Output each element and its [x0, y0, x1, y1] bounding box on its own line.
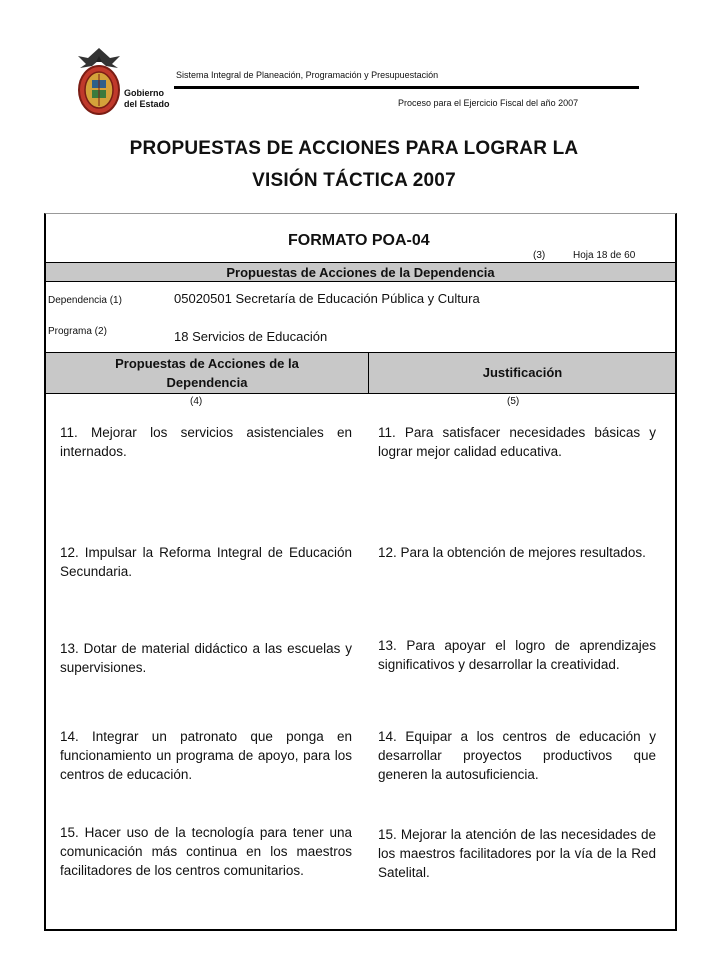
justification-item: 13. Para apoyar el logro de aprendizajes significativos y desarrollar la creatividad.	[378, 638, 656, 672]
form-ref: (3)	[533, 250, 546, 261]
justification-item: 15. Mejorar la atención de las necesidades de los maestros facilitadores por la vía de la Red Satelital.	[378, 827, 656, 880]
column-ref-actions: (4)	[190, 396, 203, 407]
column-header-actions-line-1: Propuestas de Acciones de la	[115, 356, 299, 371]
justification-item: 11. Para satisfacer necesidades básicas y lograr mejor calidad educativa.	[378, 425, 656, 459]
dependencia-label: Dependencia (1)	[48, 295, 122, 306]
page-indicator: Hoja 18 de 60	[573, 250, 636, 261]
page-title-line-2: VISIÓN TÁCTICA 2007	[252, 170, 456, 191]
action-item: 13. Dotar de material didáctico a las escuelas y supervisiones.	[60, 641, 352, 675]
state-seal-icon	[74, 44, 124, 116]
justification-item: 12. Para la obtención de mejores resultados.	[378, 545, 646, 560]
action-item: 11. Mejorar los servicios asistenciales en internados.	[60, 425, 352, 459]
form-name: FORMATO POA-04	[288, 232, 430, 249]
justification-item: 14. Equipar a los centros de educación y desarrollar proyectos productivos que generen la autosuficiencia.	[378, 729, 656, 782]
gov-line-1: Gobierno	[124, 88, 164, 98]
column-header-actions-line-2: Dependencia	[166, 375, 248, 390]
page-title-line-1: PROPUESTAS DE ACCIONES PARA LOGRAR LA	[129, 138, 579, 159]
programa-value: 18 Servicios de Educación	[174, 329, 328, 344]
action-item: 14. Integrar un patronato que ponga en funcionamiento un programa de apoyo, para los centros de educación.	[60, 729, 352, 782]
section-header: Propuestas de Acciones de la Dependencia	[45, 262, 676, 282]
gov-line-2: del Estado	[124, 99, 170, 109]
programa-label: Programa (2)	[48, 326, 107, 337]
header-rule	[174, 86, 639, 89]
process-label: Proceso para el Ejercicio Fiscal del año 2007	[398, 98, 579, 108]
government-label	[124, 88, 170, 110]
dependencia-value: 05020501 Secretaría de Educación Pública y Cultura	[174, 291, 480, 306]
system-title: Sistema Integral de Planeación, Programación y Presupuestación	[176, 70, 439, 80]
column-header-actions	[46, 352, 368, 394]
column-header-justification: Justificación	[482, 365, 563, 380]
column-ref-justification: (5)	[507, 396, 520, 407]
action-item: 12. Impulsar la Reforma Integral de Educación Secundaria.	[60, 545, 352, 579]
action-item: 15. Hacer uso de la tecnología para tener una comunicación más continua en los maestros facilitadores de los centros comunitarios.	[60, 825, 352, 878]
